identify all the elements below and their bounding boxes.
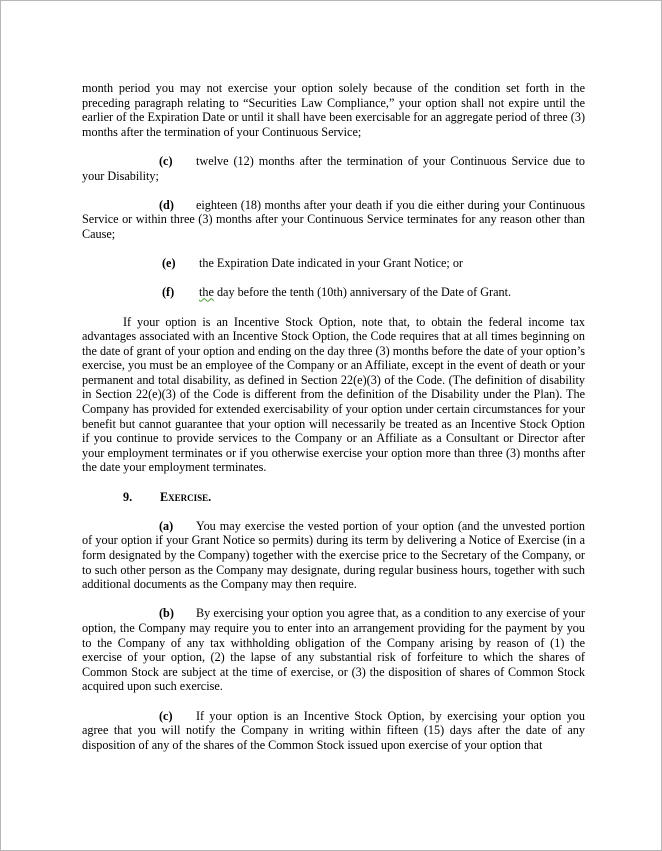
paragraph-continuation: month period you may not exercise your option solely because of the condition set forth in the preceding paragraph relating to “Securities Law Compliance,” your option shall not expire until the earlier of the Expiration Date or until it shall have been exercisable for an aggregate period of three (3) months after the termination of your Continuous Service; [82,81,585,139]
grammar-squiggle-word: the [199,285,214,300]
item-label: (e) [162,256,176,271]
item-text: eighteen (18) months after your death if you die either during your Continuous Service or within three (3) months after your Continuous Service terminates for any reason other than Cause; [82,197,585,241]
item-text: twelve (12) months after the termination of your Continuous Service due to your Disability; [82,153,585,183]
list-item-e [162,256,585,271]
list-item-f [162,285,585,300]
paragraph-incentive-stock-option: If your option is an Incentive Stock Option, note that, to obtain the federal income tax advantages associated with an Incentive Stock Option, the Code requires that at all times beginning on the date of grant of your option and ending on the day three (3) months before the date of your option’s exercise, you must be an employee of the Company or an Affiliate, except in the event of death or your permanent and total disability, as defined in Section 22(e)(3) of the Code. (The definition of disability in Section 22(e)(3) of the Code is different from the definition of the Disability under the Plan). The Company has provided for extended exercisability of your option under certain circumstances for your benefit but cannot guarantee that your option will necessarily be treated as an Incentive Stock Option if you continue to provide services to the Company or an Affiliate as a Consultant or Director after your employment terminates or if you otherwise exercise your option more than three (3) months after the date your employment terminates. [82,314,585,475]
list-item-9b [82,606,585,694]
section-number: 9. [123,489,133,504]
item-label: (a) [159,518,174,533]
item-text: You may exercise the vested portion of your option (and the unvested portion of your option if your Grant Notice so permits) during its term by delivering a Notice of Exercise (in a form designated by the Company) together with the exercise price to the Secretary of the Company, or to such other person as the Company may designate, during regular business hours, together with such additional documents as the Company may then require. [82,518,585,592]
list-item-9c [82,709,585,753]
item-label: (c) [159,153,173,168]
item-text: the Expiration Date indicated in your Grant Notice; or [199,256,463,271]
item-text: If your option is an Incentive Stock Option, by exercising your option you agree that you will notify the Company in writing within fifteen (15) days after the date of any disposition of any of the shares of the Common Stock issued upon exercise of your option that [82,708,585,752]
item-text: day before the tenth (10th) anniversary of the Date of Grant. [213,285,512,300]
document-body [82,81,585,767]
item-text: By exercising your option you agree that, as a condition to any exercise of your option, the Company may require you to enter into an arrangement providing for the payment by you to the Company of any tax withholding obligation of the Company arising by reason of (1) the exercise of your option, (2) the lapse of any substantial risk of forfeiture to which the shares of Common Stock are subject at the time of exercise, or (3) the disposition of shares of Common Stock acquired upon such exercise. [82,606,585,694]
list-item-d [82,198,585,242]
item-label: (f) [162,285,175,300]
list-item-9a [82,519,585,592]
list-item-c [82,154,585,183]
item-label: (b) [159,606,174,621]
item-label: (d) [159,197,174,212]
section-title: Exercise. [160,489,212,504]
section-heading-exercise [123,490,585,505]
item-label: (c) [159,708,173,723]
